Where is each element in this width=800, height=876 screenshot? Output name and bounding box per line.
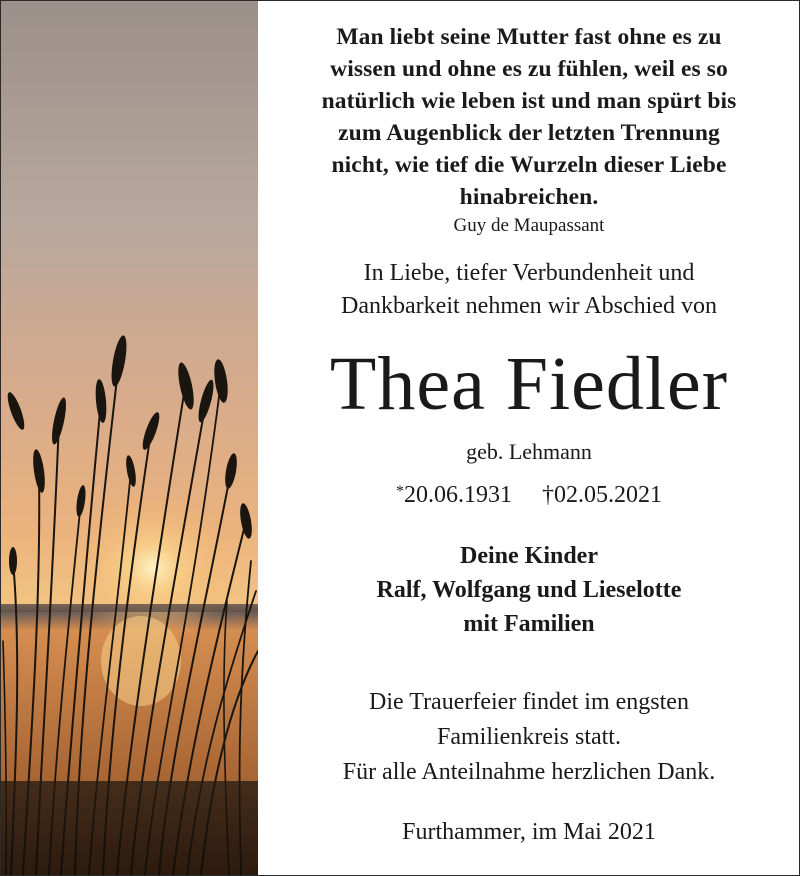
maiden-name: geb. Lehmann [466,439,592,464]
funeral-notice [259,685,799,790]
quote-line: zum Augenblick der letzten Trennung [338,120,720,146]
death-cross-icon: † [542,482,554,508]
reed-silhouette-image [1,1,258,875]
farewell-intro [259,257,799,323]
notice-line: Familienkreis statt. [437,724,621,750]
birth-date: 20.06.1931 [404,482,512,508]
place-and-date: Furthammer, im Mai 2021 [402,819,656,845]
mourning-family [259,539,799,641]
family-line: mit Familien [463,611,595,637]
intro-line: Dankbarkeit nehmen wir Abschied von [341,293,717,319]
sunset-reed-photo [1,1,258,875]
quote-block [259,21,799,213]
quote-line: hinabreichen. [459,184,599,210]
notice-line: Für alle Anteilnahme herzlichen Dank. [342,759,716,785]
quote-author: Guy de Maupassant [453,215,605,236]
quote-line: wissen und ohne es zu fühlen, weil es so [330,56,728,82]
life-dates [259,482,799,509]
obituary-text-column [259,1,799,875]
birth-star-icon: * [396,483,404,500]
intro-line: In Liebe, tiefer Verbundenheit und [363,260,695,286]
family-line: Ralf, Wolfgang und Lieselotte [376,577,682,603]
family-line: Deine Kinder [460,543,598,569]
death-date: 02.05.2021 [554,482,662,508]
quote-line: nicht, wie tief die Wurzeln dieser Liebe [331,152,727,178]
quote-line: natürlich wie leben ist und man spürt bis [321,88,737,114]
quote-line: Man liebt seine Mutter fast ohne es zu [336,24,722,50]
notice-line: Die Trauerfeier findet im engsten [369,689,689,715]
deceased-name: Thea Fiedler [329,342,729,426]
